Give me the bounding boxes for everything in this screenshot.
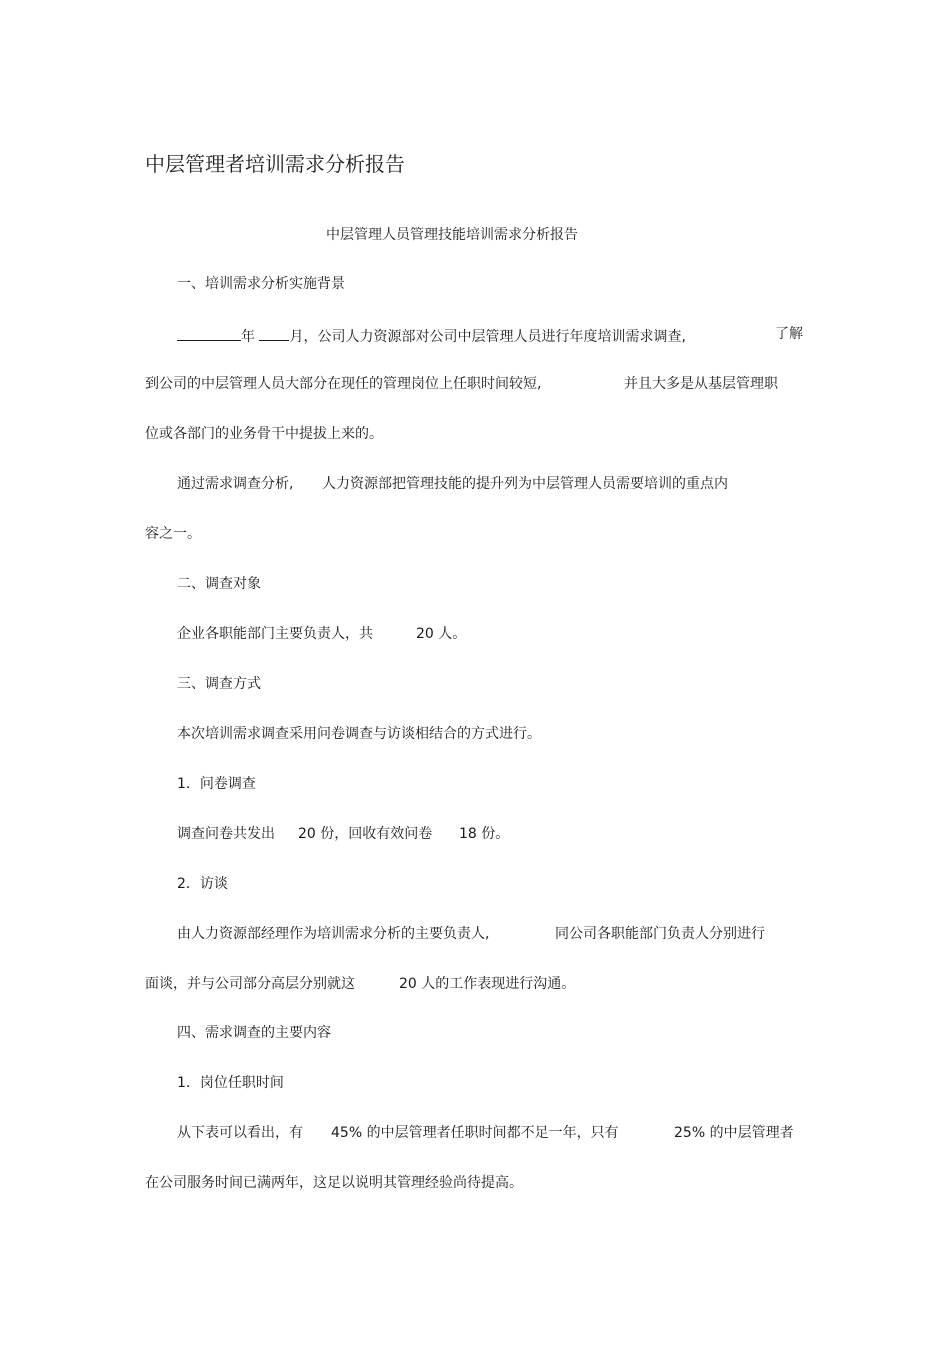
section1-heading: 一、培训需求分析实施背景: [177, 276, 345, 292]
section3-sub2-line2a: 面谈，并与公司部分高层分别就这: [145, 976, 355, 992]
section3-sub2-heading: 2．访谈: [177, 876, 228, 892]
section4-para-a: 从下表可以看出，有: [177, 1125, 303, 1141]
section4-para-line2: 在公司服务时间已满两年，这足以说明其管理经验尚待提高。: [145, 1175, 523, 1191]
section4-para-c: 25% 的中层管理者: [674, 1125, 794, 1141]
section1-para2-b: 人力资源部把管理技能的提升列为中层管理人员需要培训的重点内: [322, 476, 728, 492]
section3-para: 本次培训需求调查采用问卷调查与访谈相结合的方式进行。: [177, 726, 541, 742]
section1-para2-a: 通过需求调查分析,: [177, 476, 294, 492]
section1-para1-end: 了解: [775, 326, 803, 342]
section1-para1-line2a: 到公司的中层管理人员大部分在现任的管理岗位上任职时间较短,: [145, 376, 542, 392]
section1-para1-line3: 位或各部门的业务骨干中提拔上来的。: [145, 426, 383, 442]
section3-sub1-a: 调查问卷共发出: [177, 826, 275, 842]
section4-sub1-heading: 1．岗位任职时间: [177, 1075, 284, 1091]
year-suffix: 年: [241, 329, 255, 345]
section2-heading: 二、调查对象: [177, 576, 261, 592]
year-blank: [177, 324, 241, 341]
section3-heading: 三、调查方式: [177, 676, 261, 692]
section2-para-b: 20 人。: [416, 626, 467, 642]
section3-sub1-heading: 1．问卷调查: [177, 776, 256, 792]
section2-para-a: 企业各职能部门主要负责人，共: [177, 626, 373, 642]
section1-para1-line1: [177, 324, 686, 347]
month-text: 月，公司人力资源部对公司中层管理人员进行年度培训需求调查,: [289, 329, 686, 345]
section3-sub2-a: 由人力资源部经理作为培训需求分析的主要负责人,: [177, 926, 490, 942]
report-subtitle: 中层管理人员管理技能培训需求分析报告: [326, 227, 578, 243]
section3-sub1-b: 20 份，回收有效问卷: [298, 826, 433, 842]
document-title: 中层管理者培训需求分析报告: [145, 152, 405, 176]
section4-heading: 四、需求调查的主要内容: [177, 1025, 331, 1041]
section3-sub2-line2b: 20 人的工作表现进行沟通。: [399, 976, 576, 992]
section1-para2-line2: 容之一。: [145, 526, 201, 542]
section4-para-b: 45% 的中层管理者任职时间都不足一年，只有: [331, 1125, 619, 1141]
section1-para1-line2b: 并且大多是从基层管理职: [624, 376, 778, 392]
month-blank: [259, 324, 289, 341]
section3-sub2-b: 同公司各职能部门负责人分别进行: [555, 926, 765, 942]
section3-sub1-c: 18 份。: [459, 826, 510, 842]
